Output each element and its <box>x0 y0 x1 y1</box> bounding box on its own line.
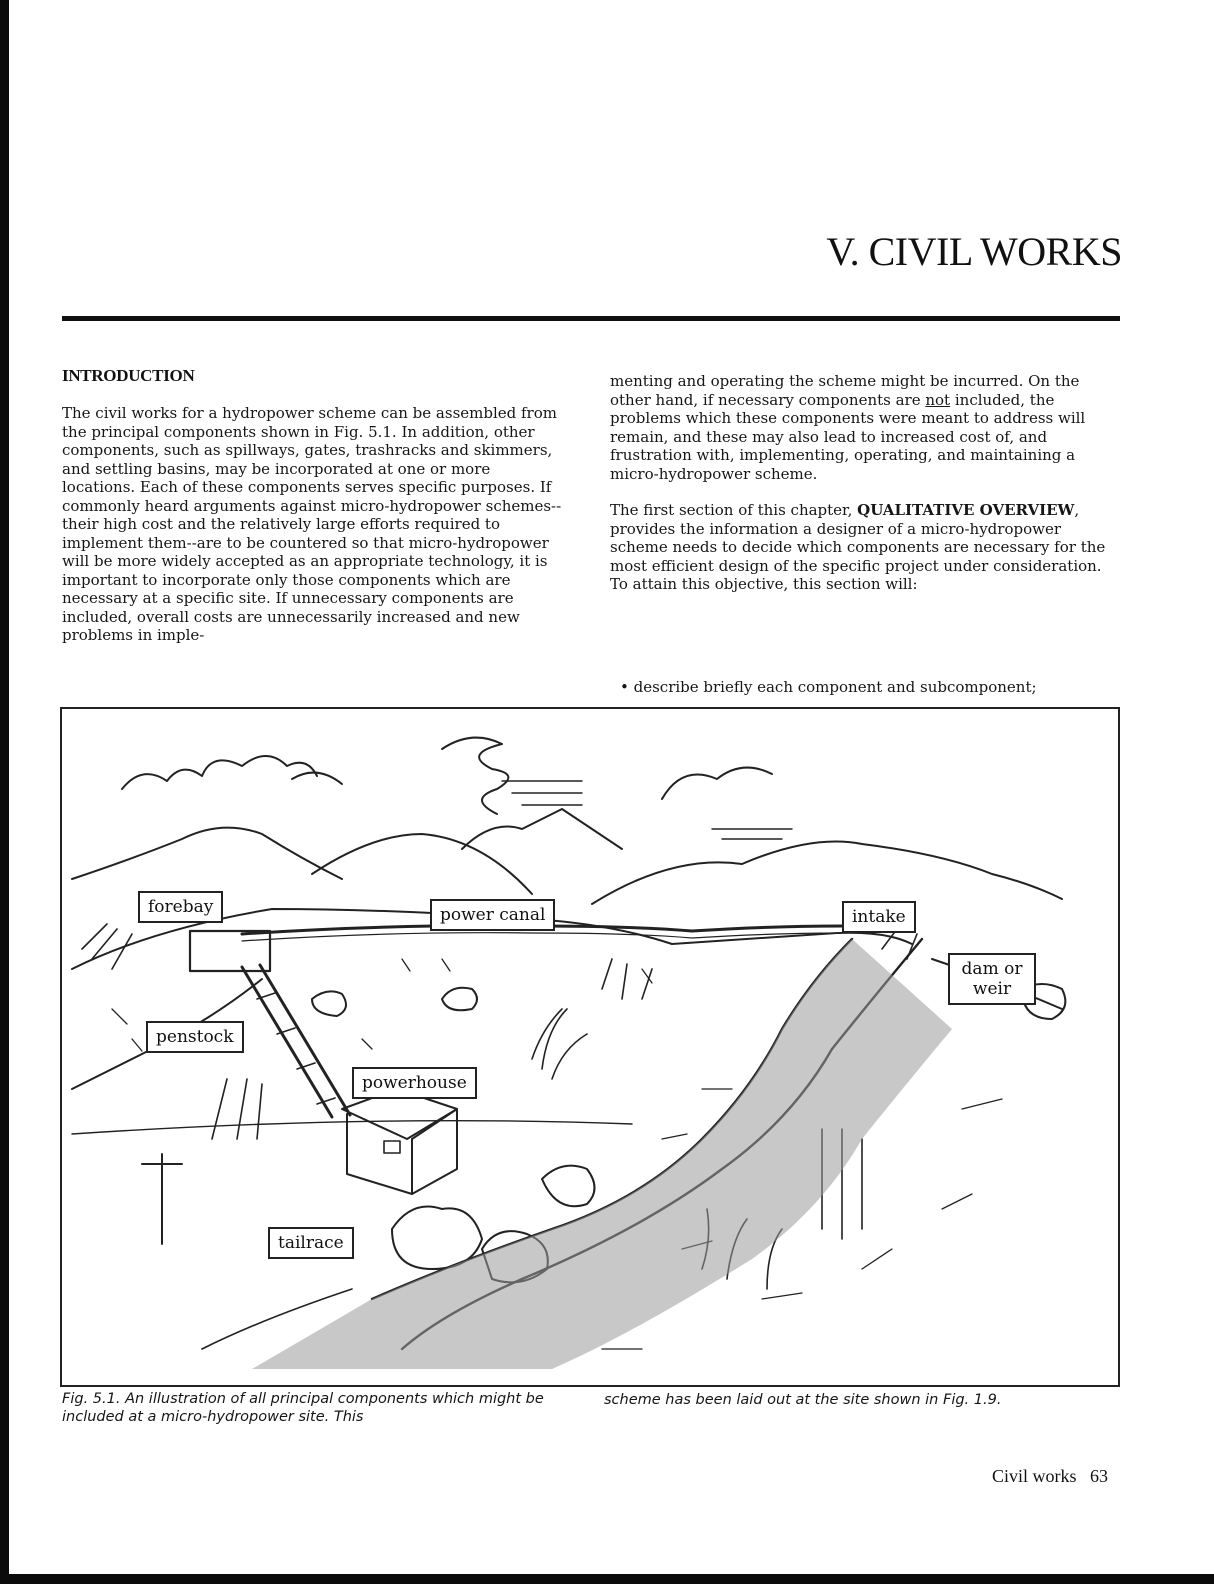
label-intake: intake <box>842 901 916 933</box>
figure-caption-left: Fig. 5.1. An illustration of all principal components which might be included at a micro-hydropower site. This <box>62 1391 544 1425</box>
label-penstock: penstock <box>146 1021 244 1053</box>
p1-text-a: menting and operating the scheme might be incurred. On the other hand, if necessary components are <box>610 372 1080 409</box>
figure-caption-right: scheme has been laid out at the site shown in Fig. 1.9. <box>604 1392 1002 1408</box>
p1-text-b: included, the problems which these components were meant to address will remain, and these may also lead to increased cost of, and frustration with, implementing, operating, and maintaining a micro-hydropower scheme. <box>610 390 1086 483</box>
intro-right-paragraph-2 <box>610 501 1122 594</box>
scan-edge-left <box>0 0 9 1584</box>
intro-right-column <box>610 372 1122 594</box>
chapter-title: V. CIVIL WORKS <box>826 229 1122 274</box>
footer-section: Civil works <box>991 1466 1077 1486</box>
page-footer <box>992 1466 1108 1487</box>
label-power-canal: power canal <box>430 899 555 931</box>
title-rule <box>62 316 1120 321</box>
figure-illustration <box>60 707 1120 1387</box>
bullet-item: • describe briefly each component and subcomponent; <box>620 678 1037 696</box>
p1-underlined-word: not <box>925 390 951 409</box>
section-heading: INTRODUCTION <box>62 366 195 385</box>
scan-edge-bottom <box>0 1574 1214 1584</box>
label-tailrace: tailrace <box>268 1227 354 1259</box>
label-powerhouse: powerhouse <box>352 1067 477 1099</box>
intro-right-paragraph-1 <box>610 372 1122 483</box>
label-dam-or-weir: dam or weir <box>948 953 1036 1005</box>
page-number: 63 <box>1090 1466 1108 1486</box>
intro-left-column: The civil works for a hydropower scheme can be assembled from the principal components shown in Fig. 5.1. In addition, other components, such as spillways, gates, trashracks and skimmers, and settling basins, may be incorporated at one or more locations. Each of these components serves specific purposes. If commonly heard arguments against micro-hydropower schemes--their high cost and the relatively large efforts required to implement them--are to be countered so that micro-hydropower will be more widely accepted as an appropriate technology, it is important to incorporate only those components which are necessary at a specific site. If unnecessary components are included, overall costs are unnecessarily increased and new problems in imple- <box>62 404 562 644</box>
p2-text-a: The first section of this chapter, <box>610 501 858 519</box>
label-forebay: forebay <box>138 891 223 923</box>
p2-bold-term: QUALITATIVE OVERVIEW <box>857 501 1075 519</box>
p2-text-b: , provides the information a designer of a micro-hydropower scheme needs to decide which components are necessary for the most efficient design of the specific project under consideration. To attain this objective, this section will: <box>610 501 1106 593</box>
